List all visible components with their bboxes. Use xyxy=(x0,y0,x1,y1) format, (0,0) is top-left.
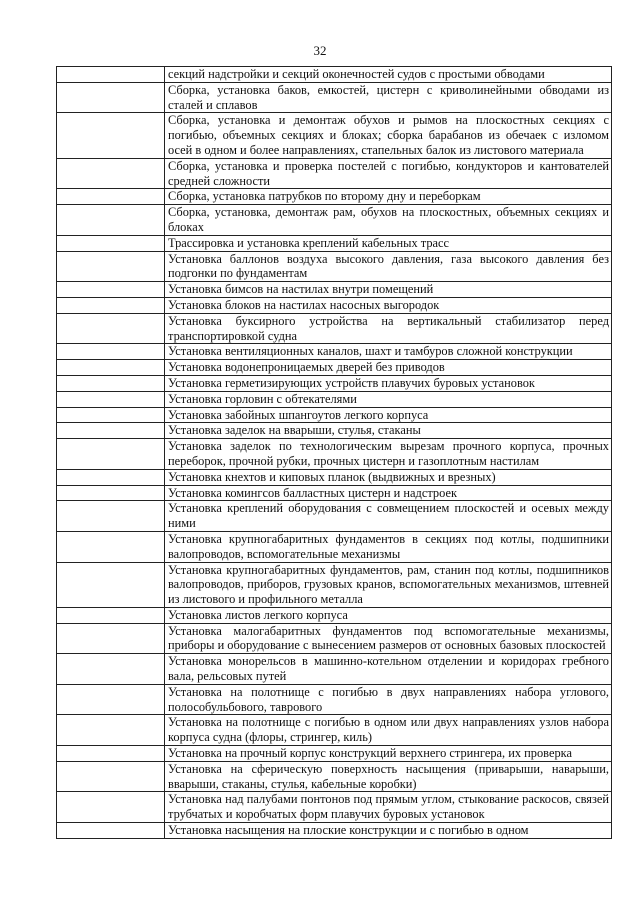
code-cell xyxy=(57,654,165,685)
table-row xyxy=(57,391,612,407)
code-cell xyxy=(57,746,165,762)
work-description: Трассировка и установка креплений кабельных трасс xyxy=(165,235,612,251)
work-description: Сборка, установка патрубков по второму дну и переборкам xyxy=(165,189,612,205)
code-cell xyxy=(57,607,165,623)
code-cell xyxy=(57,792,165,823)
work-description: Установка бимсов на настилах внутри помещений xyxy=(165,282,612,298)
code-cell xyxy=(57,251,165,282)
work-types-table xyxy=(56,66,612,839)
work-description: Сборка, установка и демонтаж обухов и рымов на плоскостных секциях с погибью, объемных секциях и блоках; сборка барабанов из обечаек с изломом осей в одном и более направлениях, стапельных балок из листового материала xyxy=(165,113,612,158)
code-cell xyxy=(57,761,165,792)
table-row xyxy=(57,792,612,823)
table-row xyxy=(57,423,612,439)
code-cell xyxy=(57,282,165,298)
work-description: Сборка, установка баков, емкостей, цистерн с криволинейными обводами из сталей и сплавов xyxy=(165,82,612,113)
work-description: Установка буксирного устройства на вертикальный стабилизатор перед транспортировкой судна xyxy=(165,313,612,344)
table-row xyxy=(57,469,612,485)
table-row xyxy=(57,297,612,313)
code-cell xyxy=(57,469,165,485)
work-description: Установка на полотнище с погибью в одном или двух направлениях узлов набора корпуса судна (флоры, стрингер, киль) xyxy=(165,715,612,746)
code-cell xyxy=(57,360,165,376)
code-cell xyxy=(57,531,165,562)
code-cell xyxy=(57,407,165,423)
table-row xyxy=(57,823,612,839)
work-description: Установка заделок по технологическим вырезам прочного корпуса, прочных переборок, прочной рубки, прочных цистерн и газоплотным настилам xyxy=(165,439,612,470)
table-row xyxy=(57,235,612,251)
table-row xyxy=(57,501,612,532)
code-cell xyxy=(57,391,165,407)
table-row xyxy=(57,439,612,470)
work-description: Установка заделок на вварыши, стулья, стаканы xyxy=(165,423,612,439)
work-description: Установка горловин с обтекателями xyxy=(165,391,612,407)
work-description: Установка вентиляционных каналов, шахт и тамбуров сложной конструкции xyxy=(165,344,612,360)
table-row xyxy=(57,360,612,376)
table-row xyxy=(57,313,612,344)
code-cell xyxy=(57,423,165,439)
work-description: Установка креплений оборудования с совмещением плоскостей и осевых между ними xyxy=(165,501,612,532)
code-cell xyxy=(57,562,165,607)
code-cell xyxy=(57,313,165,344)
work-description: секций надстройки и секций оконечностей судов с простыми обводами xyxy=(165,67,612,83)
table-row xyxy=(57,189,612,205)
work-description: Установка блоков на настилах насосных выгородок xyxy=(165,297,612,313)
work-description: Установка на сферическую поверхность насыщения (приварыши, наварыши, вварыши, стаканы, стулья, кабельные коробки) xyxy=(165,761,612,792)
work-description: Сборка, установка, демонтаж рам, обухов на плоскостных, объемных секциях и блоках xyxy=(165,205,612,236)
table-row xyxy=(57,684,612,715)
code-cell xyxy=(57,82,165,113)
table-row xyxy=(57,67,612,83)
table-row xyxy=(57,654,612,685)
work-description: Установка насыщения на плоские конструкции и с погибью в одном xyxy=(165,823,612,839)
work-description: Установка монорельсов в машинно-котельном отделении и коридорах гребного вала, рельсовых путей xyxy=(165,654,612,685)
table-row xyxy=(57,623,612,654)
work-description: Установка кнехтов и киповых планок (выдвижных и врезных) xyxy=(165,469,612,485)
code-cell xyxy=(57,189,165,205)
table-row xyxy=(57,282,612,298)
code-cell xyxy=(57,205,165,236)
code-cell xyxy=(57,344,165,360)
code-cell xyxy=(57,375,165,391)
work-description: Установка над палубами понтонов под прямым углом, стыкование раскосов, связей трубчатых и коробчатых форм плавучих буровых установок xyxy=(165,792,612,823)
code-cell xyxy=(57,297,165,313)
work-description: Установка крупногабаритных фундаментов, рам, станин под котлы, подшипников валопроводов, приборов, грузовых кранов, вспомогательных механизмов, штевней из листового и профильного металла xyxy=(165,562,612,607)
table-row xyxy=(57,205,612,236)
table-row xyxy=(57,158,612,189)
code-cell xyxy=(57,67,165,83)
code-cell xyxy=(57,235,165,251)
table-row xyxy=(57,407,612,423)
work-description: Установка комингсов балластных цистерн и надстроек xyxy=(165,485,612,501)
page-number: 32 xyxy=(313,43,327,58)
table-row xyxy=(57,113,612,158)
table-row xyxy=(57,485,612,501)
table-row xyxy=(57,715,612,746)
table-row xyxy=(57,746,612,762)
code-cell xyxy=(57,623,165,654)
work-description: Установка баллонов воздуха высокого давления, газа высокого давления без подгонки по фундаментам xyxy=(165,251,612,282)
table-row xyxy=(57,251,612,282)
work-description: Установка на полотнище с погибью в двух направлениях набора углового, полособульбового, таврового xyxy=(165,684,612,715)
table-row xyxy=(57,344,612,360)
code-cell xyxy=(57,439,165,470)
table-row xyxy=(57,375,612,391)
table-row xyxy=(57,531,612,562)
work-description: Установка крупногабаритных фундаментов в секциях под котлы, подшипники валопроводов, вспомогательные механизмы xyxy=(165,531,612,562)
work-description: Установка герметизирующих устройств плавучих буровых установок xyxy=(165,375,612,391)
table-row xyxy=(57,607,612,623)
code-cell xyxy=(57,715,165,746)
work-description: Установка листов легкого корпуса xyxy=(165,607,612,623)
table-row xyxy=(57,761,612,792)
work-description: Установка забойных шпангоутов легкого корпуса xyxy=(165,407,612,423)
table-row xyxy=(57,562,612,607)
table-row xyxy=(57,82,612,113)
code-cell xyxy=(57,113,165,158)
work-description: Установка малогабаритных фундаментов под вспомогательные механизмы, приборы и оборудование с вынесением размеров от основных базовых плоскостей xyxy=(165,623,612,654)
work-description: Установка на прочный корпус конструкций верхнего стрингера, их проверка xyxy=(165,746,612,762)
code-cell xyxy=(57,485,165,501)
code-cell xyxy=(57,501,165,532)
code-cell xyxy=(57,684,165,715)
code-cell xyxy=(57,158,165,189)
work-description: Установка водонепроницаемых дверей без приводов xyxy=(165,360,612,376)
work-description: Сборка, установка и проверка постелей с погибью, кондукторов и кантователей средней сложности xyxy=(165,158,612,189)
code-cell xyxy=(57,823,165,839)
